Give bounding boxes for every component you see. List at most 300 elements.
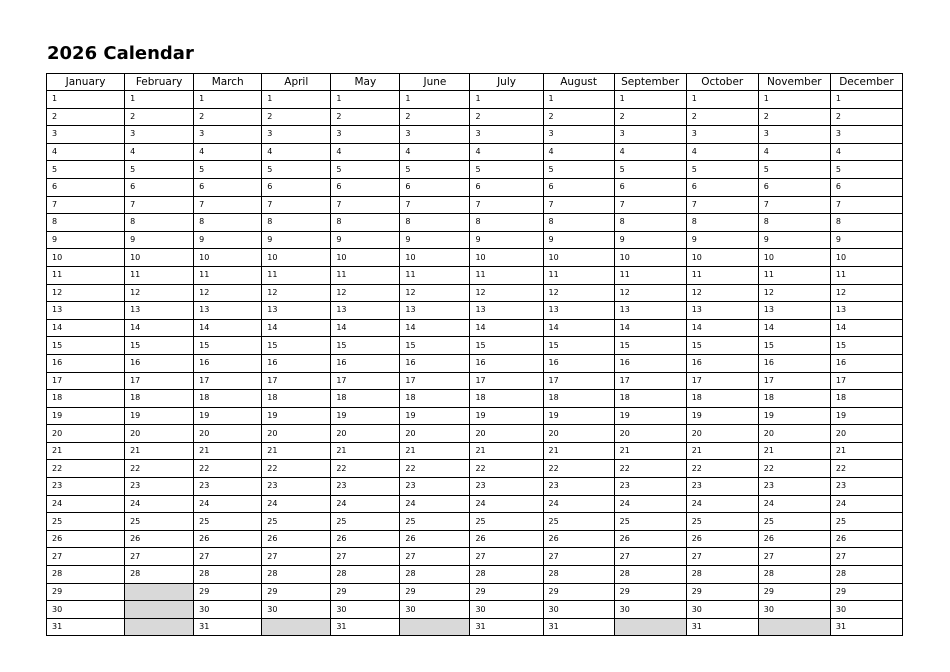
day-cell: 23	[262, 478, 331, 496]
day-cell: 21	[262, 442, 331, 460]
day-cell: 23	[331, 478, 400, 496]
day-cell: 12	[614, 284, 686, 302]
day-cell: 16	[125, 354, 194, 372]
day-row	[47, 337, 903, 355]
day-cell: 5	[758, 161, 830, 179]
day-cell: 22	[830, 460, 902, 478]
day-cell: 28	[194, 566, 262, 584]
day-cell: 24	[262, 495, 331, 513]
day-cell: 11	[331, 266, 400, 284]
day-cell: 31	[543, 618, 614, 636]
day-cell: 15	[125, 337, 194, 355]
day-cell: 21	[614, 442, 686, 460]
day-cell: 20	[543, 425, 614, 443]
day-cell: 30	[470, 601, 543, 619]
day-cell: 18	[543, 390, 614, 408]
day-cell: 5	[543, 161, 614, 179]
day-cell: 6	[125, 178, 194, 196]
calendar-body	[47, 91, 903, 636]
day-cell: 12	[470, 284, 543, 302]
month-header-february: February	[125, 74, 194, 91]
day-row	[47, 214, 903, 232]
day-cell: 28	[470, 566, 543, 584]
day-cell: 20	[194, 425, 262, 443]
day-cell: 22	[686, 460, 758, 478]
day-cell: 6	[400, 178, 470, 196]
day-cell: 15	[543, 337, 614, 355]
day-cell: 26	[830, 530, 902, 548]
day-cell: 4	[543, 143, 614, 161]
month-header-september: September	[614, 74, 686, 91]
day-cell: 9	[125, 231, 194, 249]
day-cell: 18	[331, 390, 400, 408]
day-cell: 4	[686, 143, 758, 161]
day-cell: 9	[470, 231, 543, 249]
day-cell: 13	[400, 302, 470, 320]
day-cell: 29	[758, 583, 830, 601]
day-cell: 4	[47, 143, 125, 161]
day-cell: 14	[194, 319, 262, 337]
day-cell: 19	[614, 407, 686, 425]
day-cell: 25	[47, 513, 125, 531]
day-cell: 15	[400, 337, 470, 355]
day-cell: 7	[686, 196, 758, 214]
day-cell: 7	[262, 196, 331, 214]
day-cell: 4	[400, 143, 470, 161]
day-cell: 8	[125, 214, 194, 232]
day-cell: 23	[470, 478, 543, 496]
day-cell: 18	[686, 390, 758, 408]
day-cell: 7	[400, 196, 470, 214]
day-cell: 16	[614, 354, 686, 372]
day-cell: 5	[331, 161, 400, 179]
day-cell: 2	[758, 108, 830, 126]
day-cell: 15	[614, 337, 686, 355]
day-cell: 8	[686, 214, 758, 232]
day-cell: 1	[686, 91, 758, 109]
day-cell: 19	[400, 407, 470, 425]
day-cell: 27	[470, 548, 543, 566]
blank-cell	[125, 618, 194, 636]
day-row	[47, 407, 903, 425]
day-cell: 1	[758, 91, 830, 109]
day-cell: 15	[194, 337, 262, 355]
day-cell: 9	[194, 231, 262, 249]
day-cell: 3	[686, 126, 758, 144]
day-cell: 2	[331, 108, 400, 126]
day-cell: 23	[194, 478, 262, 496]
day-cell: 17	[470, 372, 543, 390]
day-cell: 11	[400, 266, 470, 284]
month-header-october: October	[686, 74, 758, 91]
day-cell: 26	[686, 530, 758, 548]
day-cell: 15	[262, 337, 331, 355]
day-row	[47, 108, 903, 126]
day-cell: 2	[686, 108, 758, 126]
day-row	[47, 249, 903, 267]
day-cell: 27	[125, 548, 194, 566]
month-header-april: April	[262, 74, 331, 91]
day-cell: 17	[125, 372, 194, 390]
day-cell: 13	[686, 302, 758, 320]
day-cell: 6	[543, 178, 614, 196]
day-cell: 5	[686, 161, 758, 179]
day-row	[47, 302, 903, 320]
month-header-january: January	[47, 74, 125, 91]
day-cell: 17	[758, 372, 830, 390]
day-cell: 24	[543, 495, 614, 513]
day-cell: 17	[614, 372, 686, 390]
day-cell: 12	[686, 284, 758, 302]
day-cell: 8	[470, 214, 543, 232]
day-cell: 27	[614, 548, 686, 566]
day-cell: 2	[614, 108, 686, 126]
day-cell: 28	[262, 566, 331, 584]
day-cell: 15	[470, 337, 543, 355]
day-cell: 29	[614, 583, 686, 601]
day-cell: 28	[686, 566, 758, 584]
day-cell: 24	[470, 495, 543, 513]
month-header-august: August	[543, 74, 614, 91]
day-row	[47, 601, 903, 619]
day-cell: 20	[614, 425, 686, 443]
day-cell: 19	[470, 407, 543, 425]
day-cell: 27	[830, 548, 902, 566]
day-cell: 10	[400, 249, 470, 267]
day-cell: 21	[194, 442, 262, 460]
day-cell: 11	[470, 266, 543, 284]
day-cell: 24	[400, 495, 470, 513]
day-cell: 16	[47, 354, 125, 372]
day-cell: 14	[331, 319, 400, 337]
day-cell: 21	[47, 442, 125, 460]
day-cell: 10	[262, 249, 331, 267]
day-cell: 16	[331, 354, 400, 372]
day-cell: 20	[686, 425, 758, 443]
day-cell: 17	[47, 372, 125, 390]
day-cell: 3	[262, 126, 331, 144]
day-cell: 3	[543, 126, 614, 144]
day-cell: 3	[400, 126, 470, 144]
day-cell: 2	[262, 108, 331, 126]
day-cell: 1	[614, 91, 686, 109]
day-cell: 20	[758, 425, 830, 443]
day-cell: 24	[830, 495, 902, 513]
day-cell: 11	[758, 266, 830, 284]
day-cell: 8	[830, 214, 902, 232]
day-cell: 30	[543, 601, 614, 619]
day-cell: 29	[400, 583, 470, 601]
day-cell: 3	[47, 126, 125, 144]
day-row	[47, 284, 903, 302]
day-row	[47, 143, 903, 161]
day-cell: 15	[47, 337, 125, 355]
day-cell: 3	[614, 126, 686, 144]
day-cell: 12	[331, 284, 400, 302]
day-cell: 3	[125, 126, 194, 144]
day-cell: 24	[758, 495, 830, 513]
month-header-march: March	[194, 74, 262, 91]
day-row	[47, 495, 903, 513]
day-cell: 26	[125, 530, 194, 548]
day-cell: 13	[758, 302, 830, 320]
day-cell: 26	[400, 530, 470, 548]
day-cell: 29	[470, 583, 543, 601]
day-cell: 16	[758, 354, 830, 372]
day-cell: 8	[194, 214, 262, 232]
day-cell: 5	[125, 161, 194, 179]
day-cell: 11	[686, 266, 758, 284]
day-cell: 17	[543, 372, 614, 390]
day-cell: 27	[686, 548, 758, 566]
day-cell: 26	[758, 530, 830, 548]
day-cell: 22	[400, 460, 470, 478]
day-cell: 25	[614, 513, 686, 531]
day-cell: 22	[262, 460, 331, 478]
day-row	[47, 618, 903, 636]
day-cell: 5	[47, 161, 125, 179]
day-cell: 6	[830, 178, 902, 196]
day-row	[47, 390, 903, 408]
month-header-may: May	[331, 74, 400, 91]
day-cell: 7	[47, 196, 125, 214]
day-cell: 7	[470, 196, 543, 214]
day-cell: 6	[331, 178, 400, 196]
day-cell: 14	[758, 319, 830, 337]
day-cell: 11	[614, 266, 686, 284]
day-cell: 25	[470, 513, 543, 531]
day-cell: 17	[686, 372, 758, 390]
day-cell: 29	[47, 583, 125, 601]
day-cell: 30	[614, 601, 686, 619]
day-cell: 4	[830, 143, 902, 161]
day-row	[47, 91, 903, 109]
day-cell: 10	[194, 249, 262, 267]
month-header-june: June	[400, 74, 470, 91]
day-cell: 14	[830, 319, 902, 337]
day-cell: 27	[194, 548, 262, 566]
day-cell: 18	[830, 390, 902, 408]
day-cell: 2	[125, 108, 194, 126]
day-cell: 13	[830, 302, 902, 320]
day-row	[47, 425, 903, 443]
day-cell: 24	[47, 495, 125, 513]
day-cell: 30	[400, 601, 470, 619]
day-cell: 12	[400, 284, 470, 302]
day-cell: 31	[47, 618, 125, 636]
day-cell: 27	[331, 548, 400, 566]
day-cell: 8	[262, 214, 331, 232]
day-cell: 6	[614, 178, 686, 196]
day-cell: 21	[830, 442, 902, 460]
day-cell: 3	[758, 126, 830, 144]
day-cell: 4	[614, 143, 686, 161]
day-cell: 7	[758, 196, 830, 214]
day-cell: 22	[614, 460, 686, 478]
day-cell: 8	[758, 214, 830, 232]
day-cell: 29	[543, 583, 614, 601]
day-cell: 16	[543, 354, 614, 372]
day-cell: 28	[125, 566, 194, 584]
day-cell: 19	[194, 407, 262, 425]
day-cell: 3	[194, 126, 262, 144]
day-cell: 22	[758, 460, 830, 478]
day-cell: 5	[830, 161, 902, 179]
day-cell: 2	[543, 108, 614, 126]
day-cell: 23	[543, 478, 614, 496]
day-cell: 21	[470, 442, 543, 460]
day-cell: 21	[400, 442, 470, 460]
day-cell: 13	[125, 302, 194, 320]
day-cell: 21	[125, 442, 194, 460]
day-cell: 2	[830, 108, 902, 126]
day-cell: 3	[470, 126, 543, 144]
day-cell: 4	[262, 143, 331, 161]
day-row	[47, 372, 903, 390]
day-cell: 10	[47, 249, 125, 267]
day-cell: 24	[331, 495, 400, 513]
day-cell: 3	[830, 126, 902, 144]
day-cell: 6	[262, 178, 331, 196]
day-cell: 24	[125, 495, 194, 513]
day-cell: 16	[830, 354, 902, 372]
day-cell: 26	[262, 530, 331, 548]
day-row	[47, 231, 903, 249]
day-row	[47, 126, 903, 144]
day-cell: 14	[543, 319, 614, 337]
day-cell: 11	[194, 266, 262, 284]
day-cell: 20	[125, 425, 194, 443]
day-cell: 25	[543, 513, 614, 531]
day-cell: 23	[686, 478, 758, 496]
day-cell: 25	[400, 513, 470, 531]
day-cell: 17	[830, 372, 902, 390]
day-cell: 23	[614, 478, 686, 496]
day-cell: 9	[543, 231, 614, 249]
day-cell: 13	[614, 302, 686, 320]
day-cell: 13	[470, 302, 543, 320]
day-cell: 16	[470, 354, 543, 372]
day-cell: 14	[470, 319, 543, 337]
day-cell: 23	[47, 478, 125, 496]
day-row	[47, 196, 903, 214]
day-cell: 19	[262, 407, 331, 425]
day-cell: 19	[47, 407, 125, 425]
day-cell: 12	[125, 284, 194, 302]
day-cell: 15	[830, 337, 902, 355]
calendar-table	[46, 73, 903, 636]
day-cell: 19	[830, 407, 902, 425]
day-row	[47, 266, 903, 284]
day-cell: 28	[614, 566, 686, 584]
day-cell: 18	[125, 390, 194, 408]
day-cell: 26	[194, 530, 262, 548]
day-cell: 28	[543, 566, 614, 584]
day-cell: 30	[758, 601, 830, 619]
day-cell: 20	[400, 425, 470, 443]
day-cell: 4	[758, 143, 830, 161]
day-cell: 17	[331, 372, 400, 390]
day-row	[47, 478, 903, 496]
day-cell: 6	[470, 178, 543, 196]
day-cell: 14	[686, 319, 758, 337]
day-cell: 22	[125, 460, 194, 478]
day-cell: 25	[262, 513, 331, 531]
day-cell: 10	[758, 249, 830, 267]
day-cell: 18	[47, 390, 125, 408]
day-cell: 9	[47, 231, 125, 249]
day-cell: 8	[400, 214, 470, 232]
day-cell: 17	[400, 372, 470, 390]
day-cell: 8	[543, 214, 614, 232]
day-cell: 22	[470, 460, 543, 478]
day-cell: 1	[470, 91, 543, 109]
day-cell: 12	[194, 284, 262, 302]
page-title: 2026 Calendar	[47, 43, 194, 64]
day-cell: 6	[686, 178, 758, 196]
day-cell: 14	[125, 319, 194, 337]
day-cell: 29	[686, 583, 758, 601]
day-cell: 10	[686, 249, 758, 267]
blank-cell	[400, 618, 470, 636]
day-cell: 21	[331, 442, 400, 460]
day-cell: 20	[830, 425, 902, 443]
blank-cell	[614, 618, 686, 636]
day-cell: 12	[47, 284, 125, 302]
day-cell: 1	[830, 91, 902, 109]
day-row	[47, 442, 903, 460]
day-row	[47, 566, 903, 584]
day-cell: 8	[331, 214, 400, 232]
day-cell: 6	[47, 178, 125, 196]
day-cell: 7	[543, 196, 614, 214]
day-cell: 11	[125, 266, 194, 284]
blank-cell	[125, 583, 194, 601]
day-cell: 7	[125, 196, 194, 214]
day-row	[47, 319, 903, 337]
day-cell: 18	[614, 390, 686, 408]
day-cell: 5	[262, 161, 331, 179]
day-cell: 9	[758, 231, 830, 249]
day-cell: 29	[331, 583, 400, 601]
day-cell: 9	[614, 231, 686, 249]
day-cell: 23	[125, 478, 194, 496]
day-cell: 25	[331, 513, 400, 531]
day-row	[47, 513, 903, 531]
day-row	[47, 460, 903, 478]
blank-cell	[758, 618, 830, 636]
day-cell: 1	[543, 91, 614, 109]
day-cell: 16	[686, 354, 758, 372]
day-cell: 21	[543, 442, 614, 460]
day-cell: 27	[758, 548, 830, 566]
day-cell: 5	[194, 161, 262, 179]
day-cell: 7	[614, 196, 686, 214]
day-cell: 20	[331, 425, 400, 443]
day-cell: 7	[194, 196, 262, 214]
day-cell: 11	[830, 266, 902, 284]
month-header-november: November	[758, 74, 830, 91]
day-cell: 30	[331, 601, 400, 619]
day-cell: 14	[47, 319, 125, 337]
day-cell: 18	[400, 390, 470, 408]
day-cell: 4	[125, 143, 194, 161]
day-cell: 29	[830, 583, 902, 601]
day-cell: 1	[400, 91, 470, 109]
day-cell: 27	[400, 548, 470, 566]
day-cell: 27	[543, 548, 614, 566]
day-cell: 7	[830, 196, 902, 214]
